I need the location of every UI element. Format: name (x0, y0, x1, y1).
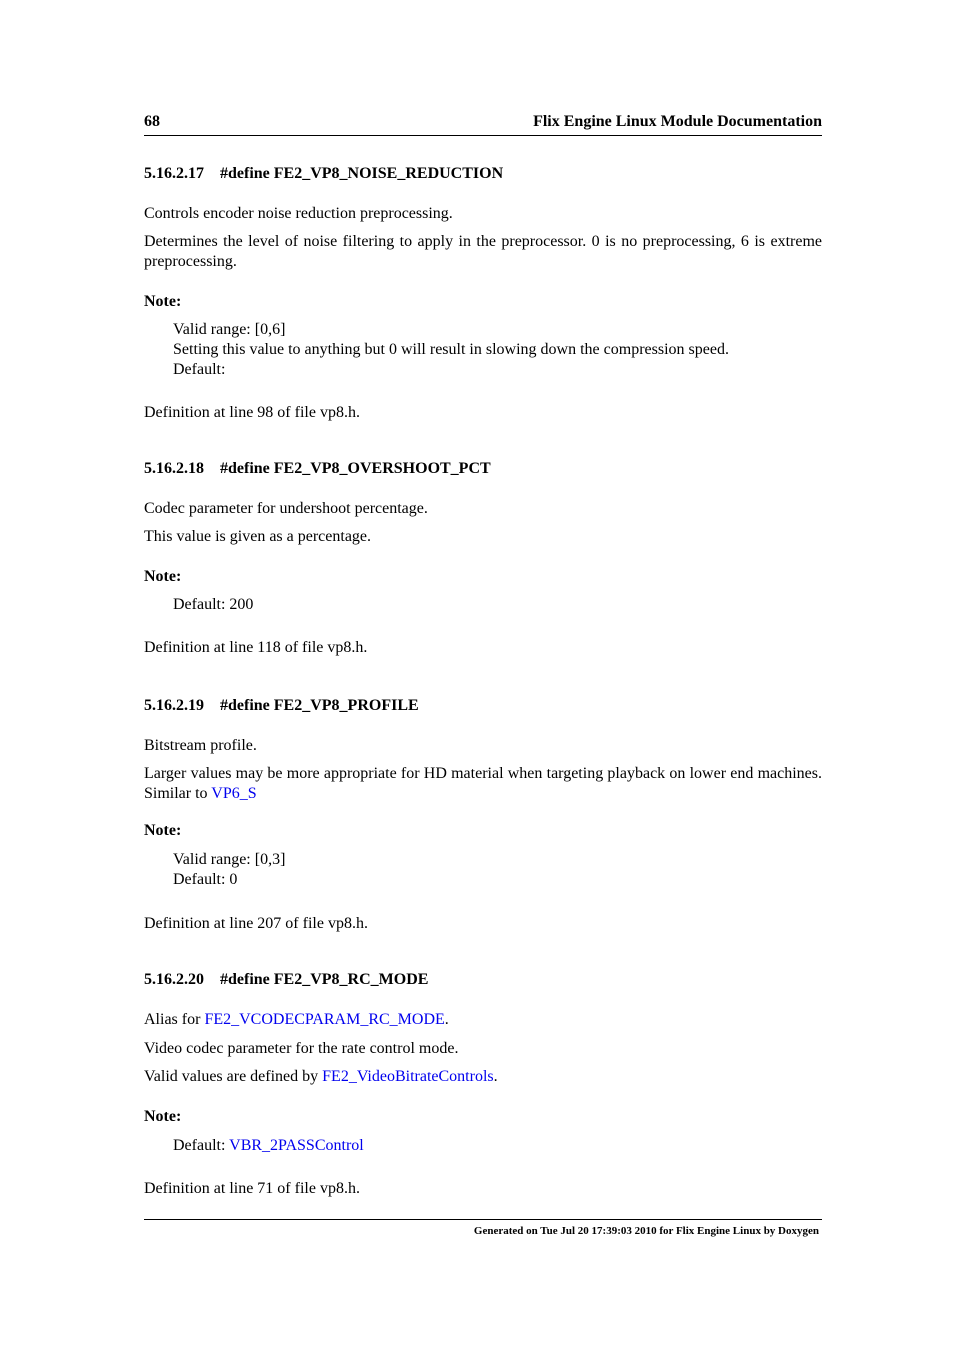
page-number: 68 (144, 113, 160, 130)
detail-text: Larger values may be more appropriate for HD material when targeting playback on lower end machines. Similar to (144, 765, 822, 802)
note-line: Setting this value to anything but 0 will result in slowing down the compression speed. (173, 341, 729, 358)
section-number: 5.16.2.17 (144, 165, 204, 182)
section-heading (144, 164, 822, 184)
rc-mode-link[interactable]: FE2_VCODECPARAM_RC_MODE (204, 1011, 445, 1028)
note-body (173, 320, 822, 380)
section-number: 5.16.2.20 (144, 971, 204, 988)
section-number: 5.16.2.18 (144, 460, 204, 477)
valid-suffix: . (493, 1068, 498, 1085)
note-line: Default: 0 (173, 871, 238, 888)
section-profile (144, 696, 822, 934)
note-label: Note: (144, 1108, 182, 1125)
note-line: Valid range: [0,3] (173, 851, 286, 868)
valid-values-line (144, 1067, 822, 1087)
brief-description: Bitstream profile. (144, 737, 257, 754)
definition-line: Definition at line 71 of file vp8.h. (144, 1180, 360, 1197)
section-rc-mode (144, 970, 822, 1199)
note-body (173, 595, 822, 615)
section-title: #define FE2_VP8_NOISE_REDUCTION (220, 165, 504, 182)
note-line: Valid range: [0,6] (173, 321, 286, 338)
section-number: 5.16.2.19 (144, 697, 204, 714)
section-heading (144, 970, 822, 990)
note-label: Note: (144, 568, 182, 585)
vbr-2pass-link[interactable]: VBR_2PASSControl (229, 1137, 364, 1154)
alias-text: Alias for (144, 1011, 205, 1028)
section-heading (144, 459, 822, 479)
page-header (144, 113, 822, 136)
note-label: Note: (144, 293, 182, 310)
detailed-description (144, 764, 822, 804)
detailed-description: Video codec parameter for the rate control mode. (144, 1040, 459, 1057)
detailed-description: Determines the level of noise filtering to apply in the preprocessor. 0 is no preprocessing, 6 is extreme preprocessing. (144, 233, 822, 270)
page-footer (144, 1219, 822, 1237)
definition-line: Definition at line 118 of file vp8.h. (144, 639, 368, 656)
alias-line (144, 1010, 822, 1030)
generated-note: Generated on Tue Jul 20 17:39:03 2010 for Flix Engine Linux by Doxygen (473, 1225, 819, 1237)
note-body (173, 850, 822, 890)
definition-line: Definition at line 207 of file vp8.h. (144, 915, 368, 932)
section-heading (144, 696, 822, 716)
note-body (173, 1136, 822, 1156)
section-title: #define FE2_VP8_RC_MODE (220, 971, 429, 988)
brief-description: Controls encoder noise reduction preprocessing. (144, 205, 453, 222)
valid-text: Valid values are defined by (144, 1068, 323, 1085)
section-overshoot-pct (144, 459, 822, 658)
section-noise-reduction (144, 164, 822, 423)
note-line (173, 1136, 822, 1156)
note-label: Note: (144, 822, 182, 839)
section-title: #define FE2_VP8_PROFILE (220, 697, 419, 714)
vp6-s-link[interactable]: VP6_S (211, 785, 257, 802)
definition-line: Definition at line 98 of file vp8.h. (144, 404, 360, 421)
alias-suffix: . (444, 1011, 449, 1028)
document-title: Flix Engine Linux Module Documentation (533, 113, 822, 130)
brief-description: Codec parameter for undershoot percentage. (144, 500, 428, 517)
note-line: Default: (173, 361, 226, 378)
note-line: Default: 200 (173, 596, 254, 613)
detailed-description: This value is given as a percentage. (144, 528, 372, 545)
section-title: #define FE2_VP8_OVERSHOOT_PCT (220, 460, 491, 477)
bitrate-controls-link[interactable]: FE2_VideoBitrateControls (322, 1068, 494, 1085)
note-text: Default: (173, 1137, 230, 1154)
